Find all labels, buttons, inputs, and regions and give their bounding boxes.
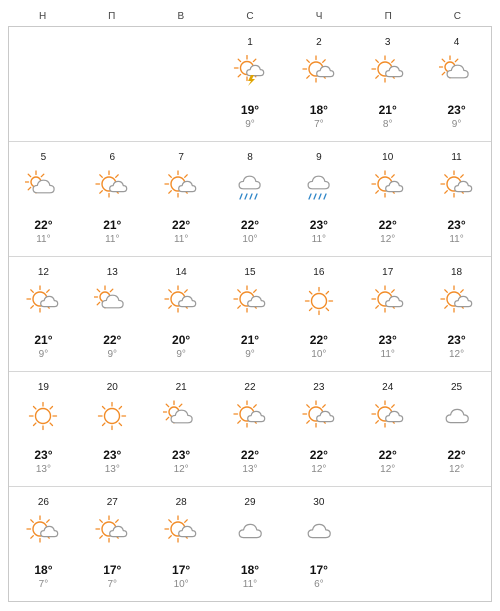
day-number: 12	[37, 267, 49, 278]
sun-cloud-icon	[25, 515, 61, 547]
week-row	[9, 487, 491, 602]
low-temperature: 9°	[38, 349, 49, 360]
low-temperature: 12°	[380, 464, 396, 475]
day-cell[interactable]	[9, 372, 78, 486]
high-temperature: 22°	[309, 333, 328, 347]
high-temperature: 23°	[103, 448, 122, 462]
week-row	[9, 257, 491, 372]
high-temperature: 18°	[34, 563, 53, 577]
cloud-sun-icon	[94, 285, 130, 317]
day-cell[interactable]	[284, 257, 353, 371]
sun-cloud-icon	[370, 55, 406, 87]
rain-icon	[232, 170, 268, 202]
high-temperature: 18°	[309, 103, 328, 117]
high-temperature: 23°	[447, 103, 466, 117]
low-temperature: 9°	[176, 349, 186, 360]
empty-day-cell	[147, 27, 216, 141]
sun-cloud-icon	[163, 515, 199, 547]
day-cell[interactable]	[9, 487, 78, 602]
high-temperature: 19°	[240, 103, 260, 117]
day-cell[interactable]	[422, 257, 491, 371]
sun-cloud-icon	[232, 400, 268, 432]
day-cell[interactable]	[9, 257, 78, 371]
sun-cloud-icon	[25, 285, 61, 317]
high-temperature: 23°	[447, 218, 466, 232]
day-number: 10	[382, 152, 394, 163]
day-cell[interactable]	[422, 372, 491, 486]
weekday-header: С	[246, 10, 254, 22]
low-temperature: 9°	[107, 349, 118, 360]
sun-cloud-icon	[232, 285, 268, 317]
high-temperature: 22°	[447, 448, 466, 462]
rain-icon	[301, 170, 337, 202]
cloud-icon	[439, 400, 475, 432]
day-number: 28	[175, 497, 187, 508]
low-temperature: 10°	[242, 234, 258, 245]
weekday-header: П	[108, 10, 116, 22]
sun-cloud-icon	[439, 285, 475, 317]
day-number: 7	[178, 152, 184, 163]
empty-day-cell	[9, 27, 78, 141]
sun-icon	[94, 400, 130, 432]
day-number: 18	[451, 267, 463, 278]
day-cell[interactable]	[147, 142, 216, 256]
day-cell[interactable]	[216, 487, 285, 602]
sun-cloud-icon	[301, 400, 337, 432]
day-cell[interactable]	[78, 142, 147, 256]
day-number: 2	[316, 37, 322, 48]
day-cell[interactable]	[78, 257, 147, 371]
low-temperature: 13°	[242, 464, 258, 475]
low-temperature: 11°	[105, 234, 120, 245]
day-cell[interactable]	[422, 27, 491, 141]
low-temperature: 13°	[35, 464, 51, 475]
day-cell[interactable]	[422, 142, 491, 256]
low-temperature: 12°	[311, 464, 327, 475]
day-number: 19	[37, 382, 49, 393]
high-temperature: 22°	[378, 218, 397, 232]
calendar-grid	[8, 26, 492, 602]
low-temperature: 10°	[311, 349, 327, 360]
day-cell[interactable]	[353, 142, 422, 256]
high-temperature: 17°	[103, 563, 122, 577]
day-number: 20	[106, 382, 118, 393]
sun-icon	[301, 285, 337, 317]
day-cell[interactable]	[353, 372, 422, 486]
low-temperature: 11°	[380, 349, 395, 360]
sun-cloud-icon	[301, 55, 337, 87]
cloud-sun-icon	[94, 285, 130, 317]
high-temperature: 17°	[172, 563, 191, 577]
high-temperature: 23°	[34, 448, 53, 462]
high-temperature: 22°	[378, 448, 397, 462]
cloud-icon	[301, 515, 337, 547]
week-row	[9, 27, 491, 142]
cloud-icon	[232, 515, 268, 547]
high-temperature: 22°	[240, 448, 260, 462]
cloud-sun-icon	[163, 400, 199, 432]
sun-icon	[25, 400, 61, 432]
cloud-sun-icon	[25, 170, 61, 202]
sun-cloud-icon	[370, 400, 406, 432]
low-temperature: 11°	[311, 234, 327, 245]
weekday-header: П	[384, 10, 392, 22]
day-number: 29	[244, 497, 256, 508]
sun-cloud-icon	[232, 285, 268, 317]
day-number: 21	[175, 382, 187, 393]
week-row	[9, 372, 491, 487]
day-number: 25	[451, 382, 463, 393]
day-cell[interactable]	[216, 27, 285, 141]
cloud-icon	[232, 515, 268, 547]
day-cell[interactable]	[353, 257, 422, 371]
cloud-sun-icon	[25, 170, 61, 202]
day-cell[interactable]	[284, 27, 353, 141]
weekday-header: Н	[38, 10, 47, 22]
low-temperature: 12°	[449, 464, 465, 475]
low-temperature: 11°	[449, 234, 464, 245]
sun-cloud-icon	[25, 285, 61, 317]
empty-day-cell	[353, 487, 422, 602]
low-temperature: 12°	[173, 464, 189, 475]
sun-cloud-icon	[94, 170, 130, 202]
weather-calendar	[8, 6, 492, 604]
sun-cloud-icon	[232, 400, 268, 432]
low-temperature: 11°	[242, 579, 258, 590]
day-cell[interactable]	[78, 372, 147, 486]
day-cell[interactable]	[284, 372, 353, 486]
high-temperature: 23°	[172, 448, 191, 462]
low-temperature: 7°	[107, 579, 118, 590]
weekday-header-row	[8, 6, 492, 26]
day-number: 6	[109, 152, 116, 163]
high-temperature: 18°	[240, 563, 260, 577]
high-temperature: 22°	[309, 448, 328, 462]
day-number: 1	[247, 37, 253, 48]
sun-cloud-icon	[370, 285, 406, 317]
day-number: 30	[313, 497, 325, 508]
low-temperature: 6°	[314, 579, 324, 590]
cloud-sun-icon	[163, 400, 199, 432]
high-temperature: 22°	[172, 218, 191, 232]
day-cell[interactable]	[216, 257, 285, 371]
day-number: 23	[313, 382, 325, 393]
day-number: 14	[175, 267, 187, 278]
day-cell[interactable]	[216, 142, 285, 256]
sun-cloud-icon	[163, 170, 199, 202]
sun-cloud-icon	[163, 170, 199, 202]
thunder-icon	[232, 55, 268, 87]
sun-cloud-icon	[370, 170, 406, 202]
day-number: 8	[247, 152, 253, 163]
sun-cloud-icon	[163, 285, 199, 317]
day-cell[interactable]	[284, 142, 353, 256]
high-temperature: 22°	[34, 218, 53, 232]
day-number: 13	[106, 267, 118, 278]
day-cell[interactable]	[147, 372, 216, 486]
sun-cloud-icon	[439, 285, 475, 317]
sun-cloud-icon	[163, 285, 199, 317]
rain-icon	[232, 170, 268, 202]
day-number: 15	[244, 267, 256, 278]
week-row	[9, 142, 491, 257]
high-temperature: 21°	[378, 103, 397, 117]
day-number: 26	[37, 497, 49, 508]
high-temperature: 23°	[378, 333, 397, 347]
day-number: 4	[453, 37, 460, 48]
sun-cloud-icon	[163, 515, 199, 547]
low-temperature: 8°	[382, 119, 393, 130]
low-temperature: 11°	[36, 234, 51, 245]
sun-cloud-icon	[439, 170, 475, 202]
low-temperature: 9°	[451, 119, 462, 130]
day-cell[interactable]	[147, 487, 216, 602]
day-cell[interactable]	[147, 257, 216, 371]
high-temperature: 23°	[447, 333, 466, 347]
high-temperature: 20°	[172, 333, 191, 347]
low-temperature: 9°	[245, 349, 255, 360]
low-temperature: 11°	[173, 234, 189, 245]
empty-day-cell	[422, 487, 491, 602]
high-temperature: 22°	[103, 333, 122, 347]
day-number: 22	[244, 382, 256, 393]
low-temperature: 13°	[104, 464, 120, 475]
sun-cloud-icon	[94, 170, 130, 202]
day-number: 3	[384, 37, 391, 48]
sun-cloud-icon	[370, 55, 406, 87]
low-temperature: 12°	[449, 349, 465, 360]
empty-day-cell	[78, 27, 147, 141]
day-cell[interactable]	[216, 372, 285, 486]
weekday-header: В	[177, 10, 185, 22]
sun-cloud-icon	[25, 515, 61, 547]
sun-cloud-icon	[301, 400, 337, 432]
day-number: 16	[313, 267, 325, 278]
day-number: 17	[382, 267, 394, 278]
high-temperature: 21°	[34, 333, 53, 347]
cloud-sun-icon	[439, 55, 475, 87]
thunder-icon	[232, 55, 268, 87]
weekday-header: С	[453, 10, 462, 22]
low-temperature: 9°	[245, 119, 255, 130]
cloud-icon	[439, 400, 475, 432]
sun-icon	[94, 400, 130, 432]
day-number: 5	[40, 152, 47, 163]
rain-icon	[301, 170, 337, 202]
low-temperature: 7°	[314, 119, 324, 130]
sun-cloud-icon	[370, 400, 406, 432]
day-cell[interactable]	[78, 487, 147, 602]
sun-icon	[301, 285, 337, 317]
high-temperature: 23°	[309, 218, 328, 232]
high-temperature: 17°	[309, 563, 328, 577]
sun-cloud-icon	[439, 170, 475, 202]
sun-icon	[25, 400, 61, 432]
cloud-sun-icon	[439, 55, 475, 87]
high-temperature: 21°	[103, 218, 122, 232]
day-number: 24	[382, 382, 394, 393]
weekday-header: Ч	[315, 10, 323, 22]
sun-cloud-icon	[370, 170, 406, 202]
day-cell[interactable]	[284, 487, 353, 602]
low-temperature: 10°	[173, 579, 189, 590]
day-cell[interactable]	[353, 27, 422, 141]
day-number: 9	[316, 152, 322, 163]
low-temperature: 7°	[38, 579, 49, 590]
day-cell[interactable]	[9, 142, 78, 256]
high-temperature: 21°	[240, 333, 260, 347]
day-number: 27	[106, 497, 118, 508]
sun-cloud-icon	[301, 55, 337, 87]
sun-cloud-icon	[370, 285, 406, 317]
low-temperature: 12°	[380, 234, 396, 245]
cloud-icon	[301, 515, 337, 547]
high-temperature: 22°	[240, 218, 260, 232]
sun-cloud-icon	[94, 515, 130, 547]
sun-cloud-icon	[94, 515, 130, 547]
day-number: 11	[451, 152, 462, 163]
